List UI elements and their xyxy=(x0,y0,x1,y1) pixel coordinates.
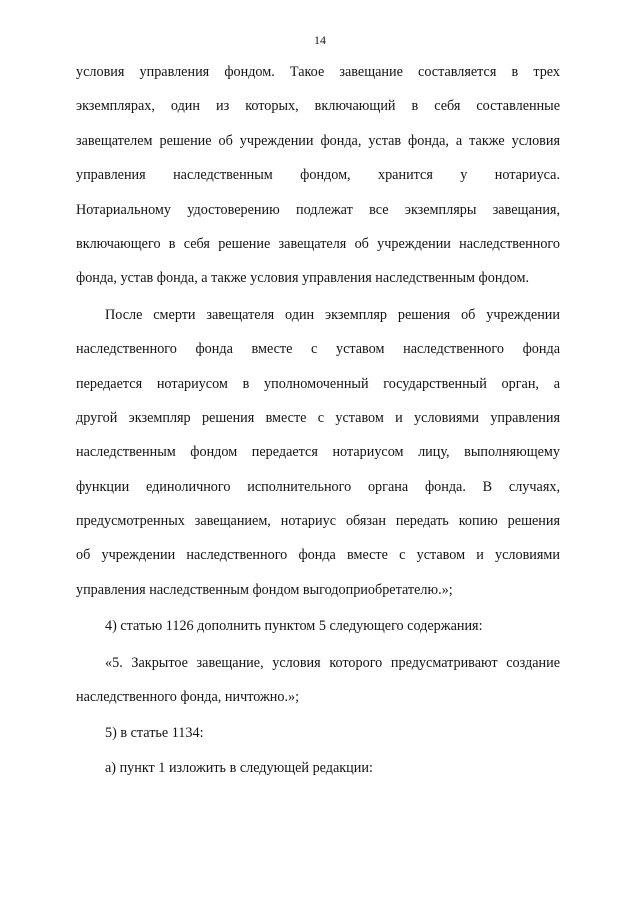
paragraph-5-line-1: 5) в статье 1134: xyxy=(105,725,204,742)
paragraph-6-line-1: а) пункт 1 изложить в следующей редакции: xyxy=(105,759,373,776)
paragraph-2-line-4: другой экземпляр решения вместе с уставом и условиями управления xyxy=(76,409,560,426)
paragraph-2-line-2: наследственного фонда вместе с уставом наследственного фонда xyxy=(76,341,560,358)
paragraph-2-line-8: об учреждении наследственного фонда вместе с уставом и условиями xyxy=(76,547,560,564)
paragraph-2-line-5: наследственным фондом передается нотариусом лицу, выполняющему xyxy=(76,444,560,461)
paragraph-1-line-4: управления наследственным фондом, хранится у нотариуса. xyxy=(76,167,560,184)
page-number: 14 xyxy=(314,33,326,47)
paragraph-1-line-6: включающего в себя решение завещателя об учреждении наследственного xyxy=(76,235,560,252)
paragraph-2-line-6: функции единоличного исполнительного органа фонда. В случаях, xyxy=(76,478,560,495)
paragraph-1-line-1: условия управления фондом. Такое завещание составляется в трех xyxy=(76,64,560,80)
paragraph-2-line-3: передается нотариусом в уполномоченный государственный орган, а xyxy=(76,375,560,392)
paragraph-2-line-1: После смерти завещателя один экземпляр решения об учреждении xyxy=(105,306,560,323)
paragraph-1-line-3: завещателем решение об учреждении фонда, устав фонда, а также условия xyxy=(76,132,560,149)
paragraph-2-line-9: управления наследственным фондом выгодоприобретателю.»; xyxy=(76,581,453,598)
paragraph-2-line-7: предусмотренных завещанием, нотариус обязан передать копию решения xyxy=(76,513,560,530)
paragraph-1-line-7: фонда, устав фонда, а также условия управления наследственным фондом. xyxy=(76,270,529,287)
paragraph-4-line-1: «5. Закрытое завещание, условия которого предусматривают создание xyxy=(105,654,560,671)
paragraph-3-line-1: 4) статью 1126 дополнить пунктом 5 следующего содержания: xyxy=(105,618,483,635)
paragraph-4-line-2: наследственного фонда, ничтожно.»; xyxy=(76,689,300,706)
paragraph-1-line-5: Нотариальному удостоверению подлежат все экземпляры завещания, xyxy=(76,201,560,218)
paragraph-1-line-2: экземплярах, один из которых, включающий в себя составленные xyxy=(76,98,560,115)
document-body xyxy=(76,62,560,792)
